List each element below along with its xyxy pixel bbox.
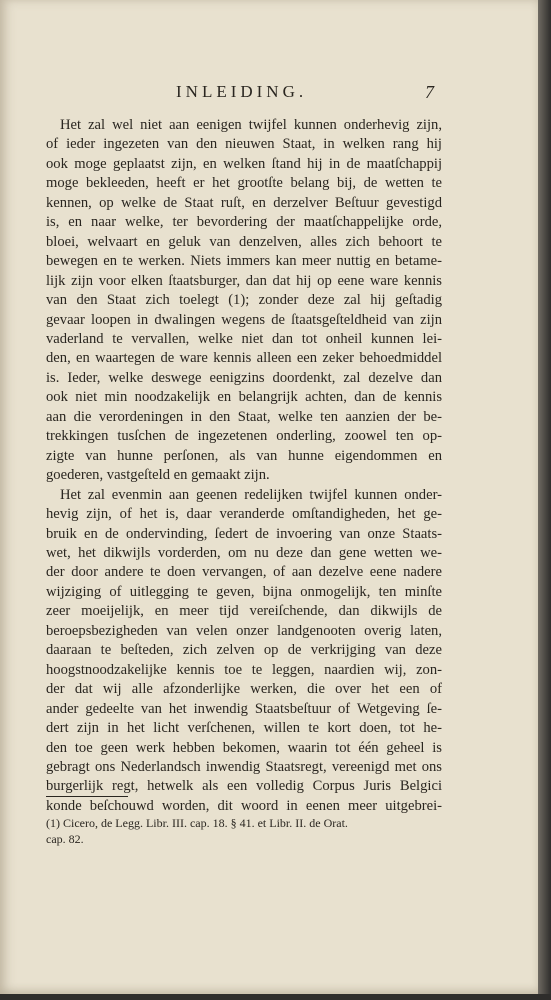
page-edge-shadow xyxy=(538,0,551,1000)
text-line: Het zal wel niet aan eenigen twijfel kunnen onderhevig zijn, xyxy=(60,117,442,133)
text-line: aan die verordeningen in den Staat, welke ten aanzien der be- xyxy=(46,408,442,425)
page-header xyxy=(0,82,538,108)
text-line: wet, het dikwijls vorderden, om nu deze dan gene wetten we- xyxy=(46,544,442,561)
text-line: kennen, op welke de Staat ruſt, en derzelver Beſtuur gevestigd xyxy=(46,194,442,211)
text-line: daaraan te beſteden, zich zelven op de verkrijging van deze xyxy=(46,642,442,659)
text-line: ook niet min noodzakelijk en belangrijk achten, dan de kennis xyxy=(46,389,442,406)
text-line: moge bekleeden, heeft er het grootſte belang bij, de wetten te xyxy=(46,175,442,192)
text-line: zeer moeijelijk, en meer tijd vereiſchende, dan dikwijls de xyxy=(46,603,442,620)
text-line: der dat wij alle afzonderlijke werken, die over het een of xyxy=(46,681,442,698)
text-line: bruik en de ondervinding, ſedert de invoering van onze Staats- xyxy=(46,525,442,542)
text-line: Het zal evenmin aan geenen redelijken twijfel kunnen onder- xyxy=(60,486,442,503)
text-line: of ieder ingezeten van den nieuwen Staat, in welken rang hij xyxy=(46,136,442,153)
text-line: konde beſchouwd worden, dit woord in eenen meer uitgebrei- xyxy=(46,797,442,814)
page-bottom-edge xyxy=(0,994,551,1000)
text-line: dert zijn in het licht verſchenen, willen te kort doen, tot he- xyxy=(46,720,442,737)
text-line: bewegen en te werken. Niets immers kan meer nuttig en betame- xyxy=(46,253,442,270)
text-line: goederen, vastgeſteld en gemaakt zijn. xyxy=(46,467,270,484)
page-number: 7 xyxy=(425,82,434,102)
footnote-line: cap. 82. xyxy=(46,832,84,846)
footnote-rule xyxy=(46,796,128,797)
text-line: gevaar loopen in dwalingen wegens de ſtaatsgeſteldheid van zijn xyxy=(46,311,442,328)
text-line: is, en naar welke, ter bevordering der maatſchappelijke orde, xyxy=(46,214,442,231)
text-line: lijk zijn voor elken ſtaatsburger, dan dat hij op eene ware kennis xyxy=(46,272,442,289)
text-line: vaderland te vervallen, welke niet dan tot onheil kunnen lei- xyxy=(46,330,442,347)
text-line: hoogstnoodzakelijke kennis toe te leggen, naardien wij, zon- xyxy=(46,661,442,678)
text-line: den toe geen werk hebben bekomen, waarin tot één geheel is xyxy=(46,739,442,756)
text-line: trekkingen tusſchen de ingezetenen onderling, zoowel ten op- xyxy=(46,428,442,445)
text-line: ander gedeelte van het inwendig Staatsbeſtuur of Wetgeving ſe- xyxy=(46,700,442,717)
text-line: hevig zijn, of het is, daar veranderde omſtandigheden, het ge- xyxy=(46,506,442,523)
body-text xyxy=(46,116,442,816)
text-line: is. Ieder, welke deswege eenigzins doordenkt, zal dezelve dan xyxy=(46,369,442,386)
text-line: den, en waartegen de ware kennis alleen een zeker behoedmiddel xyxy=(46,350,442,367)
text-line: zigte van hunne perſonen, als van hunne eigendommen en xyxy=(46,447,442,464)
footnote xyxy=(46,815,442,847)
footnote-line: (1) Cicero, de Legg. Libr. III. cap. 18. § 41. et Libr. II. de Orat. xyxy=(46,816,348,830)
text-line: bloei, welvaart en geluk van denzelven, alles zich behoort te xyxy=(46,233,442,250)
text-line: wijziging of uitlegging te geven, bijna onmogelijk, ten minſte xyxy=(46,583,442,600)
running-head: INLEIDING. xyxy=(176,82,308,101)
text-line: van den Staat zich toelegt (1); zonder deze zal hij geſtadig xyxy=(46,292,442,309)
text-line: der door andere te doen vervangen, of aan dezelve eene nadere xyxy=(46,564,442,581)
text-line: burgerlijk regt, hetwelk als een volledig Corpus Juris Belgici xyxy=(46,778,442,795)
text-line: gebragt ons Nederlandsch inwendig Staatsregt, vereenigd met ons xyxy=(46,758,442,775)
text-line: beroepsbezigheden van velen onzer landgenooten overig laten, xyxy=(46,622,442,639)
text-line: ook moge geplaatst zijn, en welken ſtand hij in de maatſchappij xyxy=(46,155,442,172)
